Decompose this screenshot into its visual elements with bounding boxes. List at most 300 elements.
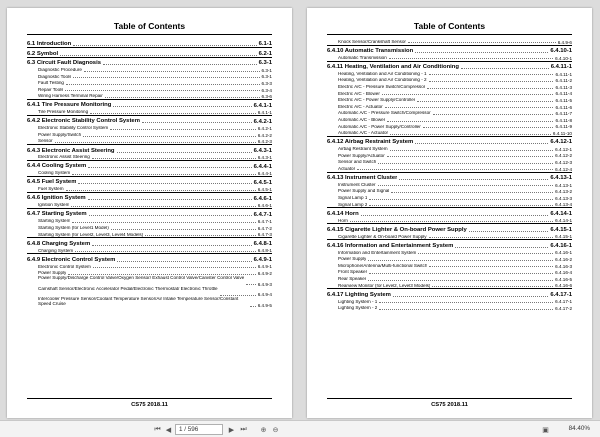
dot-leader [88,167,251,168]
toc-subentry[interactable] [327,158,572,165]
toc-entry-page: 6.4.11-1 [550,63,572,70]
dot-leader [89,215,252,216]
dot-leader [429,81,554,82]
toc-entry-page: 6.4.11-6 [555,104,572,110]
toc-entry-label: 6.4.9 Electronic Control System [27,256,116,263]
toc-entry-page: 6.4.13-3 [555,195,572,201]
toc-subentry[interactable] [327,38,572,45]
toc-section-entry[interactable] [327,207,572,216]
toc-entry-label: Sensor [38,139,53,144]
toc-entry-label: 6.4.4 Cooling System [27,163,87,170]
toc-entry-page: 6.4.7-2 [257,225,272,231]
toc-subentry[interactable] [27,154,272,161]
toc-entry-page: 6.4.3-1 [257,155,272,161]
toc-section-entry[interactable] [27,176,272,185]
toc-entry-label: Electric A/C - Power Supply/Controller [338,98,416,103]
toc-subentry[interactable] [27,86,272,93]
toc-subentry[interactable] [27,186,272,193]
toc-entry-label: Charging System [38,248,74,253]
toc-entry-label: Power Supply [38,271,67,276]
dot-leader [350,221,553,222]
dot-leader [387,156,553,157]
toc-section-entry[interactable] [27,237,272,246]
dot-leader [92,158,256,159]
toc-entry-label: Heating, Ventilation and Air Conditioning - 2 [338,78,427,83]
toc-entry-page: 6.4.7-1 [253,211,272,218]
title-divider [327,34,572,35]
toc-subentry[interactable] [27,218,272,225]
toc-section-entry[interactable] [27,253,272,262]
toc-subentry[interactable] [327,249,572,256]
toc-entry-page: 6.4.5-1 [253,179,272,186]
dot-leader [145,235,255,236]
dot-leader [427,88,553,89]
toc-entry-page: 6.4.9-6 [557,39,572,45]
toc-subentry[interactable] [27,131,272,138]
toc-entry-page: 6.4.12-4 [555,166,572,172]
zoom-level[interactable]: 84.40% [568,425,590,432]
dot-leader [103,64,257,65]
toc-entry-label: Electric A/C - Actuator [338,104,383,109]
dot-leader [357,169,553,170]
page-footer: CS75 2018.11 [131,402,168,408]
toc-entry-label: Front Speaker [338,270,368,275]
dot-leader [382,94,554,95]
toc-entry-label: Cooling System [38,171,71,176]
toc-entry-page: 6.4.9-2 [257,270,272,276]
dot-leader [117,261,251,262]
last-page-icon[interactable]: ⏭ [240,425,247,433]
toc-subentry[interactable] [327,70,572,77]
toc-subentry[interactable] [327,188,572,195]
toc-entry-label: Actuator [338,166,356,171]
toc-entry-label: Power Supply [338,257,367,262]
toc-section-entry[interactable] [327,239,572,248]
toc-entry-page: 6.4.9-5 [257,302,272,308]
toc-entry-page: 6.4.12-1 [555,146,572,152]
dot-leader [78,183,251,184]
toc-entry-label: Electric A/C - Pressure Switch/Compressor [338,84,426,89]
dot-leader [418,253,553,254]
dot-leader [84,71,260,72]
toc-subentry[interactable] [327,103,572,110]
toc-entry-label: 6.4.8 Charging System [27,240,91,247]
toc-entry-page: 6.4.4-1 [257,171,272,177]
toc-entry-page: 6.4.4-1 [253,163,272,170]
dot-leader [65,90,259,91]
dot-leader [415,52,548,53]
toc-entry-label: Signal Lamp 2 [338,202,368,207]
toc-subentry[interactable] [327,194,572,201]
toc-entry-label: Automatic Transmission [338,55,387,60]
toc-entry-page: 6.1-1 [258,41,272,48]
toc-entry-label: Intercooler Pressure Sensor/Coolant Temperature Sensor/Air Intake Temperature Sensor/Constant Speed Cruise [38,297,239,306]
toc-entry-label: Lighting System - 2 [338,306,378,311]
dot-leader [66,190,256,191]
dot-leader [429,74,554,75]
toc-subentry[interactable] [327,304,572,311]
dot-leader [368,280,553,281]
toc-entry-label: 6.1 Introduction [27,41,72,48]
toc-section-entry[interactable] [27,144,272,153]
toc-entry-label: 6.4.3 Electronic Assist Steering [27,147,115,154]
dot-leader [391,192,553,193]
toc-subentry[interactable] [327,96,572,103]
toc-entry-page: 6.4.7-3 [257,232,272,238]
toc-entry-page: 6.4.11-10 [552,130,572,136]
toc-entry-page: 6.4.12-1 [550,139,572,146]
toc-subentry[interactable] [27,138,272,145]
toc-entry-label: Starting System (for Level1 Model) [38,226,109,230]
toc-entry-page: 6.4.17-1 [555,299,572,305]
toc-section-entry[interactable] [327,45,572,54]
zoom-in-icon[interactable]: ⊕ [260,426,267,434]
toc-entry-label: Diagnostic Procedure [38,67,82,72]
toc-entry-page: 6.4.9-3 [257,281,272,287]
dot-leader [117,152,252,153]
dot-leader [369,273,553,274]
toc-entry-label: Fuel System [38,187,64,192]
toc-entry-label: 6.4.6 Ignition System [27,195,86,202]
toc-entry-label: 6.3 Circuit Fault Diagnosis [27,59,101,66]
toc-section-entry[interactable] [27,115,272,124]
dot-leader [390,134,551,135]
toc-entry-label: Tire Pressure Monitoring [38,110,89,115]
toc-entry-page: 6.4.16-4 [555,270,572,276]
toc-entry-label: Diagnostic Tools [38,74,72,79]
toc-subentry[interactable] [27,170,272,177]
toc-subentry[interactable] [327,262,572,269]
toc-subentry[interactable] [27,79,272,86]
toc-entry-label: 6.4.11 Heating, Ventilation and Air Conditioning [327,63,460,70]
toc-entry-page: 6.4.17-2 [555,305,572,311]
toc-entry-label: 6.4.5 Fuel System [27,179,77,186]
page-title: Table of Contents [413,21,486,31]
toc-entry-page: 6.3-1 [261,74,272,80]
dot-leader [393,296,549,297]
pdf-page-left [7,8,292,418]
toc-entry-label: 6.4.10 Automatic Transmission [327,47,414,54]
toc-section-entry[interactable] [327,223,572,232]
dot-leader [72,222,255,223]
dot-leader [92,245,251,246]
dot-leader [361,215,549,216]
toc-entry-page: 6.4.11-2 [555,78,572,84]
toc-entry-page: 6.4.11-4 [555,91,572,97]
toc-entry-page: 6.4.7-1 [257,219,272,225]
toc-entry-page: 6.4.16-5 [555,276,572,282]
toc-subentry[interactable] [27,276,272,287]
toc-entry-label: Sensor and Switch [338,160,377,165]
toc-subentry[interactable] [327,90,572,97]
toc-subentry[interactable] [27,73,272,80]
dot-leader [105,97,260,98]
toc-subentry[interactable] [327,83,572,90]
toc-entry-label: Power Supply/Discharge Control Valve/Oxygen Sensor/ Exhaust Control Valve/Canister Control Valve [38,275,245,280]
toc-subentry[interactable] [27,66,272,73]
dot-leader [71,206,255,207]
toc-entry-page: 6.4.15-1 [555,234,572,240]
fit-page-icon[interactable]: ▣ [542,426,549,434]
toc-subentry[interactable] [327,110,572,117]
toc-list [27,38,272,308]
dot-leader [72,174,256,175]
toc-entry-label: Starting System [38,219,71,224]
toc-entry-page: 6.4.15-1 [550,226,572,233]
toc-entry-label: Camshaft Sensor/Electronic Accelerator Pedal/Electronic Thermostat/ Electronic Throttle [38,286,218,291]
toc-subentry[interactable] [327,269,572,276]
toc-subentry[interactable] [327,145,572,152]
toc-entry-page: 6.4.8-1 [253,240,272,247]
toc-entry-label: Automatic A/C - Blower [338,117,386,122]
toc-entry-label: Instrument Cluster [338,182,376,187]
toc-entry-label: Wiring Harness Terminal Repair [38,94,103,99]
pdf-page-right [307,8,592,418]
toc-subentry[interactable] [327,275,572,282]
toc-section-entry[interactable] [27,160,272,169]
toc-entry-page: 6.4.1-1 [253,102,272,109]
toc-subentry[interactable] [327,298,572,305]
dot-leader [417,101,553,102]
toc-entry-page: 6.3-3 [261,80,272,86]
toc-entry-label: Fault Testing [38,81,64,86]
toc-section-entry[interactable] [27,99,272,108]
page-number-input[interactable]: 1 / 596 [175,424,223,435]
toc-entry-page: 6.2-1 [258,50,272,57]
toc-entry-label: Signal Lamp 1 [338,196,368,201]
toc-entry-label: Power Supply and Signal [338,189,390,194]
toc-entry-page: 6.4.17-1 [550,291,572,298]
toc-entry-page: 6.4.16-2 [555,256,572,262]
toc-entry-label: Automatic A/C - Power Supply/Controller [338,124,421,129]
toc-entry-page: 6.4.13-1 [555,182,572,188]
toc-subentry[interactable] [327,201,572,208]
toc-subentry[interactable] [27,269,272,276]
prev-page-icon[interactable]: ◀ [165,426,172,434]
toc-entry-label: Airbag Restraint System [338,147,388,152]
toc-entry-page: 6.4.10-1 [555,55,572,61]
dot-leader [142,122,252,123]
dot-leader [385,107,554,108]
toc-subentry[interactable] [27,297,272,308]
toc-entry-label: Power Supply/Switch [38,132,82,137]
toc-entry-page: 6.4.12-3 [555,160,572,166]
dot-leader [378,163,553,164]
toc-entry-label: 6.4.16 Information and Entertainment System [327,242,454,249]
toc-entry-label: 6.4.13 Instrument Cluster [327,174,398,181]
toc-entry-page: 6.4.16-3 [555,263,572,269]
toc-entry-label: Electric A/C - Blower [338,91,380,96]
toc-entry-page: 6.4.6-1 [257,203,272,209]
toc-subentry[interactable] [27,202,272,209]
dot-leader [220,295,256,296]
toc-entry-page: 6.4.5-1 [257,187,272,193]
dot-leader [250,306,256,307]
toc-list [327,38,572,311]
dot-leader [415,143,548,144]
toc-subentry[interactable] [327,152,572,159]
toc-entry-label: 6.4.17 Lighting System [327,291,391,298]
dot-leader [469,231,549,232]
toc-subentry[interactable] [27,125,272,132]
dot-leader [55,142,256,143]
toc-entry-label: Repair Tools [38,87,64,92]
toc-subentry[interactable] [27,224,272,231]
dot-leader [399,179,548,180]
dot-leader [93,267,256,268]
toc-section-entry[interactable] [27,47,272,56]
toc-entry-page: 6.4.14-1 [550,210,572,217]
toc-entry-label: Information and Entertainment System [338,250,417,255]
toc-subentry[interactable] [27,247,272,254]
toc-entry-page: 6.4.14-1 [555,218,572,224]
toc-subentry[interactable] [327,217,572,224]
toc-entry-label: Lighting System - 1 [338,299,378,304]
title-divider [27,34,272,35]
toc-entry-page: 6.4.8-1 [257,248,272,254]
dot-leader [423,127,554,128]
dot-leader [88,199,252,200]
toc-entry-page: 6.3-6 [261,94,272,100]
dot-leader [73,45,256,46]
toc-subentry[interactable] [327,129,572,136]
toc-entry-page: 6.4.11-8 [555,117,572,123]
dot-leader [379,302,553,303]
dot-leader [369,205,553,206]
toc-entry-label: 6.4.12 Airbag Restraint System [327,139,414,146]
toc-entry-label: Knock Sensor/Crankshaft Sensor [338,39,406,44]
dot-leader [111,229,256,230]
dot-leader [368,260,553,261]
toc-entry-label: Ignition System [38,203,70,208]
toc-subentry[interactable] [327,255,572,262]
toc-entry-page: 6.4.11-9 [555,124,572,130]
toc-section-entry[interactable] [27,38,272,47]
page-footer: CS75 2018.11 [431,402,468,408]
toc-entry-page: 6.3-1 [258,60,272,67]
footer-divider [327,398,572,399]
dot-leader [75,251,255,252]
toc-entry-page: 6.4.13-2 [555,189,572,195]
toc-entry-page: 6.4.9-4 [257,292,272,298]
toc-subentry[interactable] [327,233,572,240]
toc-entry-page: 6.4.12-2 [555,153,572,159]
toc-entry-page: 6.4.11-1 [555,71,572,77]
dot-leader [389,58,553,59]
dot-leader [387,121,553,122]
toc-entry-page: 6.4.16-1 [550,242,572,249]
toc-entry-label: Automatic A/C - Pressure Switch/Compressor [338,111,431,116]
dot-leader [378,185,554,186]
toc-entry-page: 6.4.2-2 [257,132,272,138]
toc-entry-page: 6.4.9-1 [253,256,272,263]
toc-entry-page: 6.4.13-4 [555,202,572,208]
toc-section-entry[interactable] [327,288,572,297]
toc-subentry[interactable] [327,165,572,172]
toc-section-entry[interactable] [327,136,572,145]
toc-entry-label: Rearview Monitor (for Level2, Level3 Models) [338,283,431,288]
toc-entry-page: 6.4.13-1 [550,175,572,182]
dot-leader [83,136,256,137]
toc-subentry[interactable] [27,109,272,116]
dot-leader [246,284,255,285]
zoom-out-icon[interactable]: ⊖ [272,426,279,434]
dot-leader [66,84,260,85]
toc-entry-label: 6.4.15 Cigarette Lighter & On-board Power Supply [327,226,467,233]
toc-subentry[interactable] [327,77,572,84]
viewer-toolbar [0,420,600,437]
toc-subentry[interactable] [327,116,572,123]
dot-leader [432,286,553,287]
dot-leader [379,309,553,310]
toc-entry-label: 6.4.14 Horn [327,210,359,217]
toc-subentry[interactable] [27,93,272,100]
next-page-icon[interactable]: ▶ [228,426,235,434]
toc-section-entry[interactable] [27,208,272,217]
dot-leader [461,68,549,69]
toc-entry-page: 6.4.11-7 [555,111,572,117]
dot-leader [113,106,251,107]
toc-entry-page: 6.4.11-5 [555,97,572,103]
toc-entry-page: 6.4.6-1 [253,195,272,202]
toc-entry-label: Power Supply/Actuator [338,153,385,158]
toc-entry-page: 6.4.16-1 [555,250,572,256]
toc-subentry[interactable] [27,287,272,298]
toc-subentry[interactable] [327,282,572,289]
dot-leader [408,42,556,43]
dot-leader [110,129,255,130]
toc-entry-label: 6.2 Symbol [27,50,59,57]
toc-entry-page: 6.4.2-1 [257,126,272,132]
dot-leader [390,150,554,151]
toc-entry-label: Cigarette Lighter & On-board Power Supply [338,234,427,239]
dot-leader [73,77,259,78]
first-page-icon[interactable]: ⏮ [154,425,161,433]
toc-entry-label: Rear Speaker [338,276,367,281]
toc-subentry[interactable] [327,181,572,188]
toc-section-entry[interactable] [27,57,272,66]
toc-entry-page: 6.4.16-6 [555,283,572,289]
dot-leader [369,199,553,200]
dot-leader [429,266,553,267]
toc-entry-label: Automatic A/C - Actuator [338,131,389,136]
toc-section-entry[interactable] [27,192,272,201]
toc-subentry[interactable] [27,231,272,238]
toc-entry-page: 6.4.2-3 [257,139,272,145]
toc-section-entry[interactable] [327,61,572,70]
dot-leader [90,113,256,114]
toc-entry-page: 6.4.2-1 [253,118,272,125]
toc-entry-page: 6.4.9-1 [257,264,272,270]
toc-entry-label: Horn [338,218,348,223]
toc-subentry[interactable] [327,123,572,130]
toc-entry-page: 6.4.11-3 [555,84,572,90]
toc-section-entry[interactable] [327,172,572,181]
toc-subentry[interactable] [27,263,272,270]
footer-divider [27,398,272,399]
toc-entry-label: Electronic Control System [38,264,91,269]
toc-entry-label: 6.4.1 Tire Pressure Monitoring [27,102,112,109]
toc-subentry[interactable] [327,54,572,61]
dot-leader [455,247,548,248]
toc-entry-label: Electronic Stability Control System [38,126,109,131]
toc-entry-label: 6.4.2 Electronic Stability Control System [27,118,140,125]
toc-entry-page: 6.4.1-1 [257,110,272,116]
toc-entry-label: Heating, Ventilation and Air Conditioning - 1 [338,71,427,76]
toc-entry-page: 6.3-4 [261,87,272,93]
dot-leader [429,237,554,238]
toc-entry-page: 6.3-1 [261,67,272,73]
